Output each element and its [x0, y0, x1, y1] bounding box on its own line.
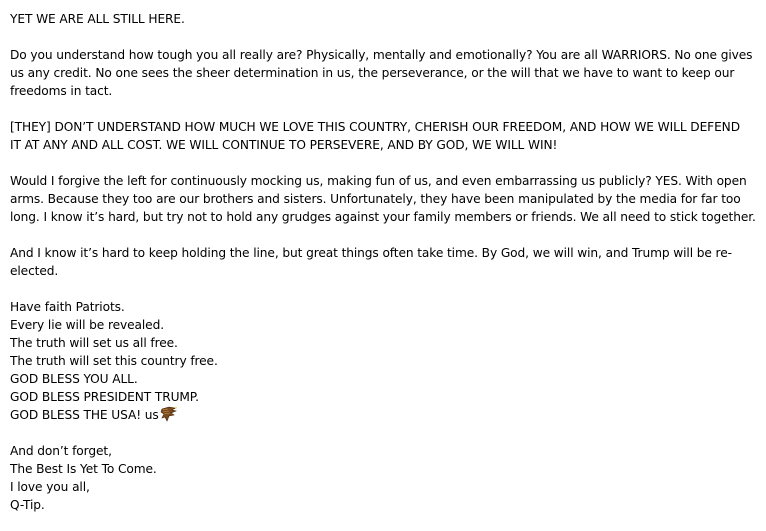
- paragraph-line: Do you understand how tough you all really are? Physically, mentally and emotionally? You are all WARRIORS. No one gives: [10, 48, 753, 62]
- paragraph-4: [10, 244, 760, 280]
- usa-line: [10, 406, 760, 424]
- blessing-line: GOD BLESS YOU ALL.: [10, 372, 138, 386]
- paragraph-1: [10, 46, 760, 100]
- closing-line: The Best Is Yet To Come.: [10, 462, 157, 476]
- eagle-icon: [160, 406, 178, 422]
- blessing-list: [10, 298, 760, 424]
- paragraph-line: And I know it’s hard to keep holding the line, but great things often take time. By God, we will win, and Trump will be re-: [10, 246, 732, 260]
- paragraph-gap: [10, 28, 760, 46]
- paragraph-gap: [10, 424, 760, 442]
- paragraph-line: Would I forgive the left for continuously mocking us, making fun of us, and even embarrassing us publicly? YES. With open: [10, 174, 747, 188]
- paragraph-gap: [10, 280, 760, 298]
- letter-document: [10, 10, 760, 514]
- paragraph-line: long. I know it’s hard, but try not to hold any grudges against your family members or friends. We all need to stick together.: [10, 210, 756, 224]
- paragraph-line: IT AT ANY AND ALL COST. WE WILL CONTINUE TO PERSEVERE, AND BY GOD, WE WILL WIN!: [10, 138, 558, 152]
- paragraph-3: [10, 172, 760, 226]
- paragraph-line: freedoms in tact.: [10, 84, 113, 98]
- paragraph-line: arms. Because they too are our brothers and sisters. Unfortunately, they have been manipulated by the media for far too: [10, 192, 741, 206]
- heading: YET WE ARE ALL STILL HERE.: [10, 12, 185, 26]
- paragraph-line: [THEY] DON’T UNDERSTAND HOW MUCH WE LOVE THIS COUNTRY, CHERISH OUR FREEDOM, AND HOW WE WILL DEFEND: [10, 120, 740, 134]
- paragraph-gap: [10, 100, 760, 118]
- paragraph-line: elected.: [10, 264, 59, 278]
- closing-line: And don’t forget,: [10, 444, 112, 458]
- paragraph-gap: [10, 154, 760, 172]
- blessing-line: Have faith Patriots.: [10, 300, 125, 314]
- paragraph-line: us any credit. No one sees the sheer determination in us, the perseverance, or the will that we have to want to keep our: [10, 66, 735, 80]
- closing-line: I love you all,: [10, 480, 90, 494]
- blessing-line: Every lie will be revealed.: [10, 318, 164, 332]
- blessing-line: GOD BLESS PRESIDENT TRUMP.: [10, 390, 199, 404]
- usa-line-text: GOD BLESS THE USA! us: [10, 408, 159, 422]
- signature: Q-Tip.: [10, 498, 45, 512]
- closing-block: [10, 442, 760, 514]
- blessing-line: The truth will set us all free.: [10, 336, 178, 350]
- paragraph-2: [10, 118, 760, 154]
- paragraph-gap: [10, 226, 760, 244]
- blessing-line: The truth will set this country free.: [10, 354, 218, 368]
